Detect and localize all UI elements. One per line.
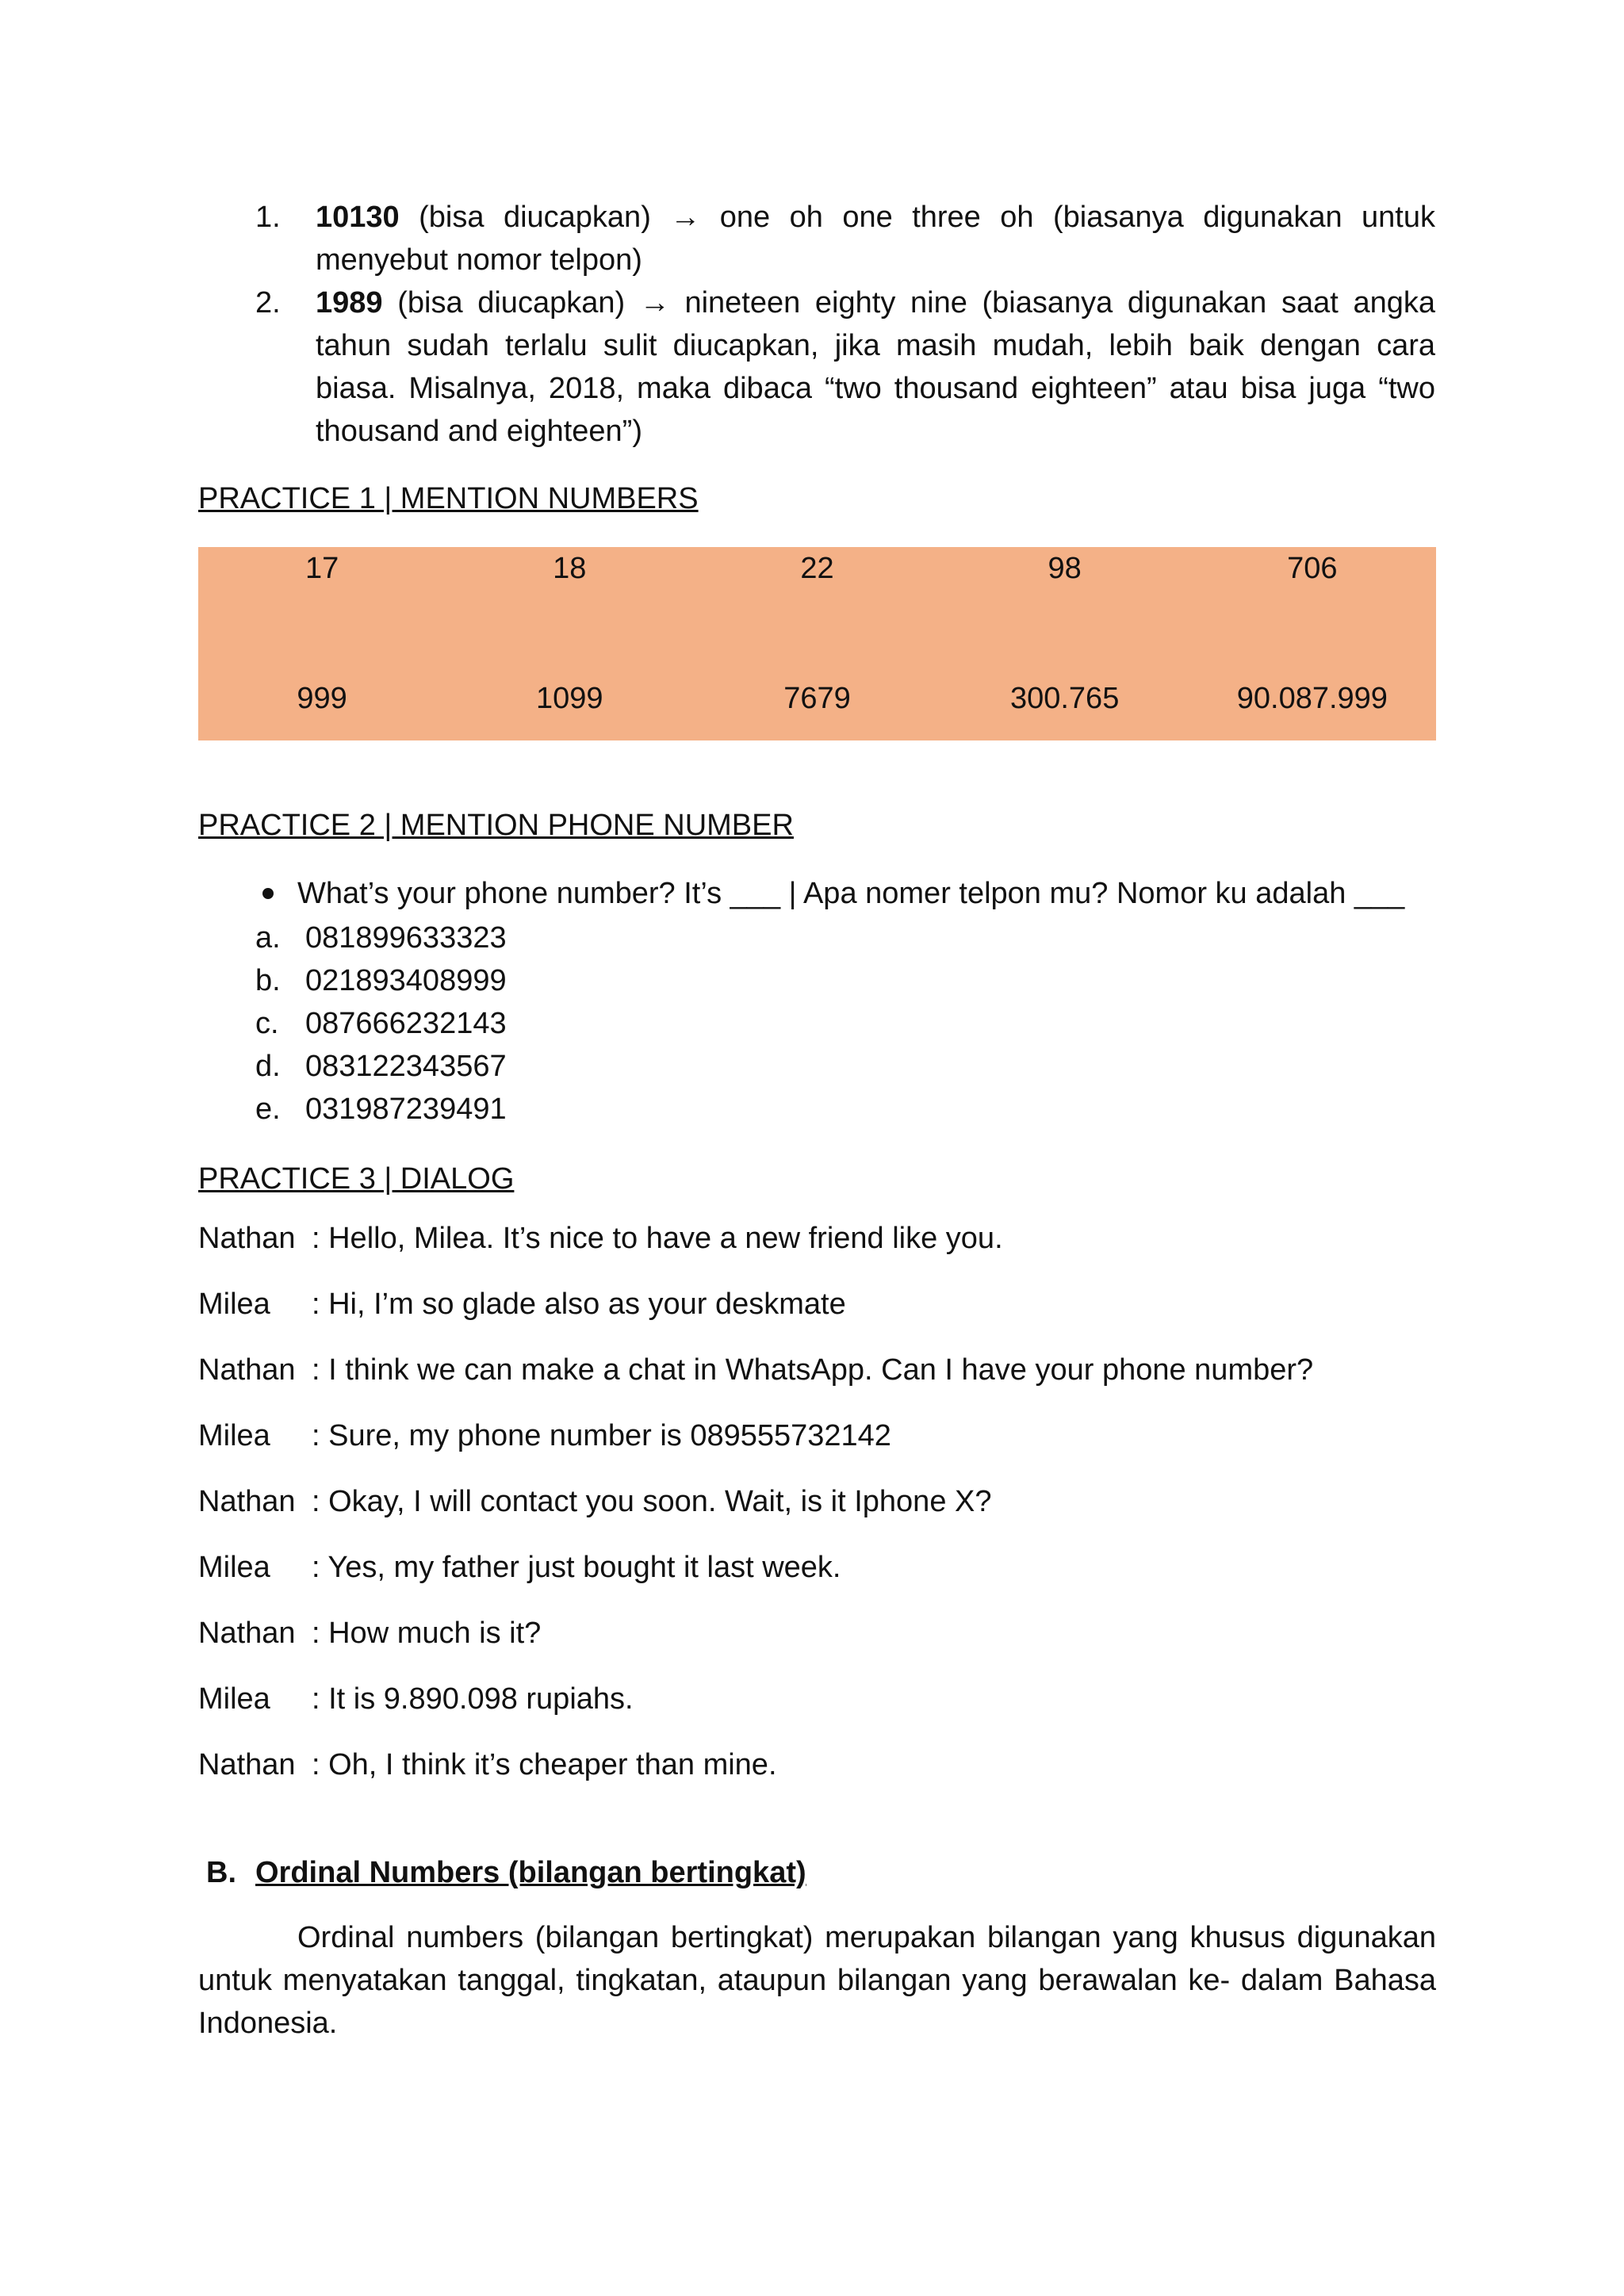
section-title: Ordinal Numbers (bilangan bertingkat) <box>255 1856 806 1889</box>
bullet-icon <box>198 872 297 915</box>
phone-number: 081899633323 <box>305 921 507 955</box>
list-letter: a. <box>255 921 281 955</box>
list-letter: d. <box>255 1050 281 1083</box>
table-cell: 18 <box>553 552 587 585</box>
explanation-text: (bisa diucapkan) → nineteen eighty nine (biasanya digunakan saat angka tahun sudah terlalu sulit diucapkan, jika masih mudah, lebih baik dengan cara biasa. Misalnya, 2018, maka dibaca “two thousand eighteen” atau bisa juga “two thousand and eighteen”) <box>316 286 1435 448</box>
table-cell: 706 <box>1287 552 1338 585</box>
dialog-line <box>198 1678 1435 1743</box>
dialog-text: : It is 9.890.098 rupiahs. <box>312 1682 634 1716</box>
speaker-name: Milea <box>198 1551 270 1584</box>
practice2-prompt <box>198 872 1435 915</box>
list-item <box>198 196 1435 281</box>
list-number: 2. <box>255 286 281 320</box>
table-cell: 7679 <box>783 682 851 715</box>
dialog-text: : Okay, I will contact you soon. Wait, is it Iphone X? <box>312 1485 992 1518</box>
practice1-number-table <box>198 547 1436 740</box>
phone-number: 031987239491 <box>305 1093 507 1126</box>
dialog-line <box>198 1414 1435 1480</box>
phone-number: 021893408999 <box>305 964 507 997</box>
dialog-line <box>198 1743 1435 1809</box>
table-row <box>198 547 1436 590</box>
dialog-text: : Oh, I think it’s cheaper than mine. <box>312 1748 777 1781</box>
speaker-name: Milea <box>198 1682 270 1716</box>
speaker-name: Nathan <box>198 1222 296 1255</box>
dialog-text: : Hello, Milea. It’s nice to have a new friend like you. <box>312 1222 1003 1255</box>
speaker-name: Milea <box>198 1288 270 1321</box>
section-b-heading <box>206 1851 806 1894</box>
list-letter: b. <box>255 964 281 997</box>
practice2-heading: PRACTICE 2 | MENTION PHONE NUMBER <box>198 809 794 842</box>
list-item <box>198 1045 507 1088</box>
list-item <box>198 959 507 1002</box>
dialog-line <box>198 1217 1435 1283</box>
table-cell: 1099 <box>536 682 603 715</box>
dialog <box>198 1217 1435 1809</box>
list-item <box>198 1002 507 1045</box>
table-cell: 98 <box>1048 552 1082 585</box>
list-letter: e. <box>255 1093 281 1126</box>
speaker-name: Nathan <box>198 1485 296 1518</box>
list-item <box>198 916 507 959</box>
dialog-text: : Sure, my phone number is 089555732142 <box>312 1419 891 1452</box>
dialog-line <box>198 1612 1435 1678</box>
section-label: B. <box>206 1856 236 1889</box>
phone-number-list <box>198 916 507 1131</box>
section-b-paragraph: Ordinal numbers (bilangan bertingkat) merupakan bilangan yang khusus digunakan untuk menyatakan tanggal, tingkatan, ataupun bilangan yang berawalan ke- dalam Bahasa Indonesia. <box>198 1921 1436 2040</box>
dialog-line <box>198 1349 1435 1414</box>
list-item <box>198 281 1435 453</box>
dialog-line <box>198 1480 1435 1546</box>
prompt-text: What’s your phone number? It’s ___ | Apa nomer telpon mu? Nomor ku adalah ___ <box>297 877 1405 910</box>
dialog-text: : Hi, I’m so glade also as your deskmate <box>312 1288 846 1321</box>
phone-number: 083122343567 <box>305 1050 507 1083</box>
dialog-line <box>198 1546 1435 1612</box>
list-letter: c. <box>255 1007 279 1040</box>
list-item <box>198 1088 507 1131</box>
speaker-name: Nathan <box>198 1353 296 1387</box>
dialog-text: : I think we can make a chat in WhatsApp. Can I have your phone number? <box>312 1353 1314 1387</box>
table-cell: 90.087.999 <box>1236 682 1388 715</box>
practice3-heading: PRACTICE 3 | DIALOG <box>198 1162 515 1196</box>
list-text <box>316 281 1435 453</box>
bold-number: 10130 <box>316 201 400 234</box>
table-row <box>198 677 1436 720</box>
phone-number: 087666232143 <box>305 1007 507 1040</box>
dialog-text: : Yes, my father just bought it last week. <box>312 1551 841 1584</box>
speaker-name: Nathan <box>198 1617 296 1650</box>
bold-number: 1989 <box>316 286 383 320</box>
numbered-list <box>198 196 1435 453</box>
table-cell: 17 <box>304 552 339 585</box>
list-number: 1. <box>255 201 281 234</box>
dialog-text: : How much is it? <box>312 1617 542 1650</box>
speaker-name: Milea <box>198 1419 270 1452</box>
speaker-name: Nathan <box>198 1748 296 1781</box>
practice1-heading: PRACTICE 1 | MENTION NUMBERS <box>198 482 699 515</box>
table-cell: 300.765 <box>1009 682 1120 715</box>
table-cell: 999 <box>297 682 347 715</box>
dialog-line <box>198 1283 1435 1349</box>
table-cell: 22 <box>800 552 834 585</box>
explanation-text: (bisa diucapkan) → one oh one three oh (biasanya digunakan untuk menyebut nomor telpon) <box>316 201 1435 277</box>
list-text <box>316 196 1435 281</box>
